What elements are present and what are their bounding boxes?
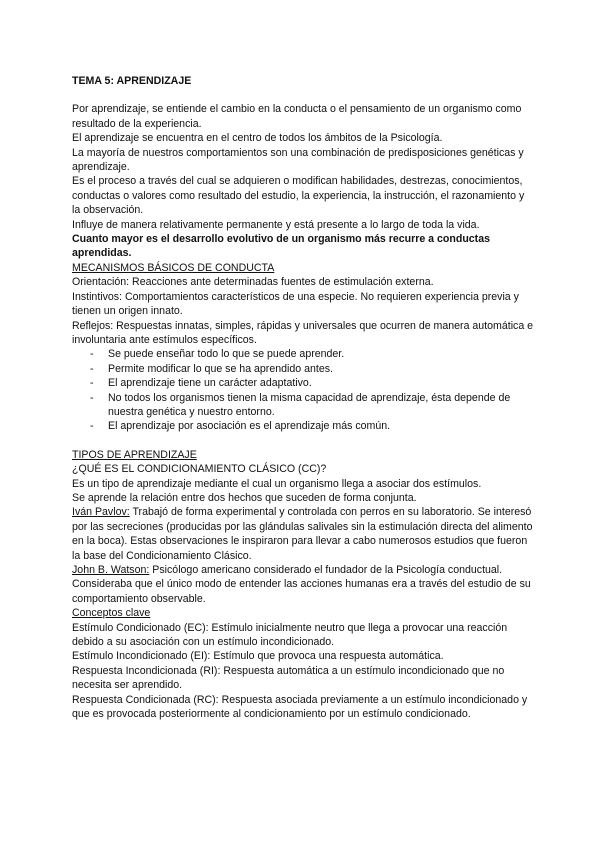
definition-instintivos: Instintivos: Comportamientos característicos de una especie. No requieren experiencia previa y tienen un origen innato. xyxy=(72,290,519,318)
pavlov-name: Iván Pavlov: xyxy=(72,506,130,519)
document-page xyxy=(72,74,534,721)
subheading-question: ¿QUÉ ES EL CONDICIONAMIENTO CLÁSICO (CC)? xyxy=(72,463,327,476)
intro-bold-statement: Cuanto mayor es el desarrollo evolutivo de un organismo más recurre a conductas aprendidas. xyxy=(72,233,490,260)
cc-definition: Es un tipo de aprendizaje mediante el cual un organismo llega a asociar dos estímulos. xyxy=(72,477,482,490)
intro-paragraph: Por aprendizaje, se entiende el cambio en la conducta o el pensamiento de un organismo como resultado de la experiencia. xyxy=(72,103,522,130)
concept-ri: Respuesta Incondicionada (RI): Respuesta automática a un estímulo incondicionado que no necesita ser aprendido. xyxy=(72,664,505,692)
watson-paragraph xyxy=(72,563,534,606)
intro-paragraph: El aprendizaje se encuentra en el centro de todos los ámbitos de la Psicología. xyxy=(72,132,443,145)
list-item: - No todos los organismos tienen la misma capacidad de aprendizaje, ésta depende de nuestra genética y nuestro entorno. xyxy=(72,391,534,420)
list-item: - El aprendizaje por asociación es el aprendizaje más común. xyxy=(72,419,534,433)
section-heading-tipos: TIPOS DE APRENDIZAJE xyxy=(72,448,197,461)
spacer xyxy=(72,434,534,448)
watson-text: Psicólogo americano considerado el fundador de la Psicología conductual. Consideraba que el único modo de entender las acciones humanas era a través del estudio de su comportamiento observable. xyxy=(72,564,531,605)
definition-reflejos: Reflejos: Respuestas innatas, simples, rápidas y universales que ocurren de manera automática e involuntaria ante estímulos específicos. xyxy=(72,319,534,346)
watson-name: John B. Watson: xyxy=(72,564,150,576)
pavlov-paragraph xyxy=(72,505,534,563)
concept-rc: Respuesta Condicionada (RC): Respuesta asociada previamente a un estímulo incondicionado y que es provocada posteriormente al condicionamiento por un estímulo condicionado. xyxy=(72,693,528,721)
document-title: TEMA 5: APRENDIZAJE xyxy=(72,75,192,87)
list-item: - Permite modificar lo que se ha aprendido antes. xyxy=(72,362,534,376)
list-item: - El aprendizaje tiene un carácter adaptativo. xyxy=(72,376,534,390)
concept-ei: Estímulo Incondicionado (EI): Estímulo que provoca una respuesta automática. xyxy=(72,650,444,663)
intro-paragraph: Es el proceso a través del cual se adquieren o modifican habilidades, destrezas, conocimientos, conductas o valores como resultado del estudio, la experiencia, la instrucción, el razonamiento y la observación. xyxy=(72,175,525,217)
bullet-list xyxy=(72,347,534,433)
intro-paragraph: La mayoría de nuestros comportamientos son una combinación de predisposiciones genéticas y aprendizaje. xyxy=(72,146,524,174)
section-heading-mecanismos: MECANISMOS BÁSICOS DE CONDUCTA xyxy=(72,261,275,274)
list-item: - Se puede enseñar todo lo que se puede aprender. xyxy=(72,347,534,361)
definition-orientacion: Orientación: Reacciones ante determinadas fuentes de estimulación externa. xyxy=(72,276,434,289)
conceptos-heading: Conceptos clave xyxy=(72,607,151,620)
pavlov-text: Trabajó de forma experimental y controlada con perros en su laboratorio. Se interesó por las secreciones (producidas por las glándulas salivales sin la estimulación directa del alimento en la boca). Estas observaciones le inspiraron para llevar a cabo numerosos estudios que fueron la base del Condicionamiento Clásico. xyxy=(72,506,533,562)
cc-definition: Se aprende la relación entre dos hechos que suceden de forma conjunta. xyxy=(72,491,417,504)
intro-paragraph: Influye de manera relativamente permanente y está presente a lo largo de toda la vida. xyxy=(72,218,480,231)
concept-ec: Estímulo Condicionado (EC): Estímulo inicialmente neutro que llega a provocar una reacción debido a su asociación con un estímulo incondicionado. xyxy=(72,621,508,649)
